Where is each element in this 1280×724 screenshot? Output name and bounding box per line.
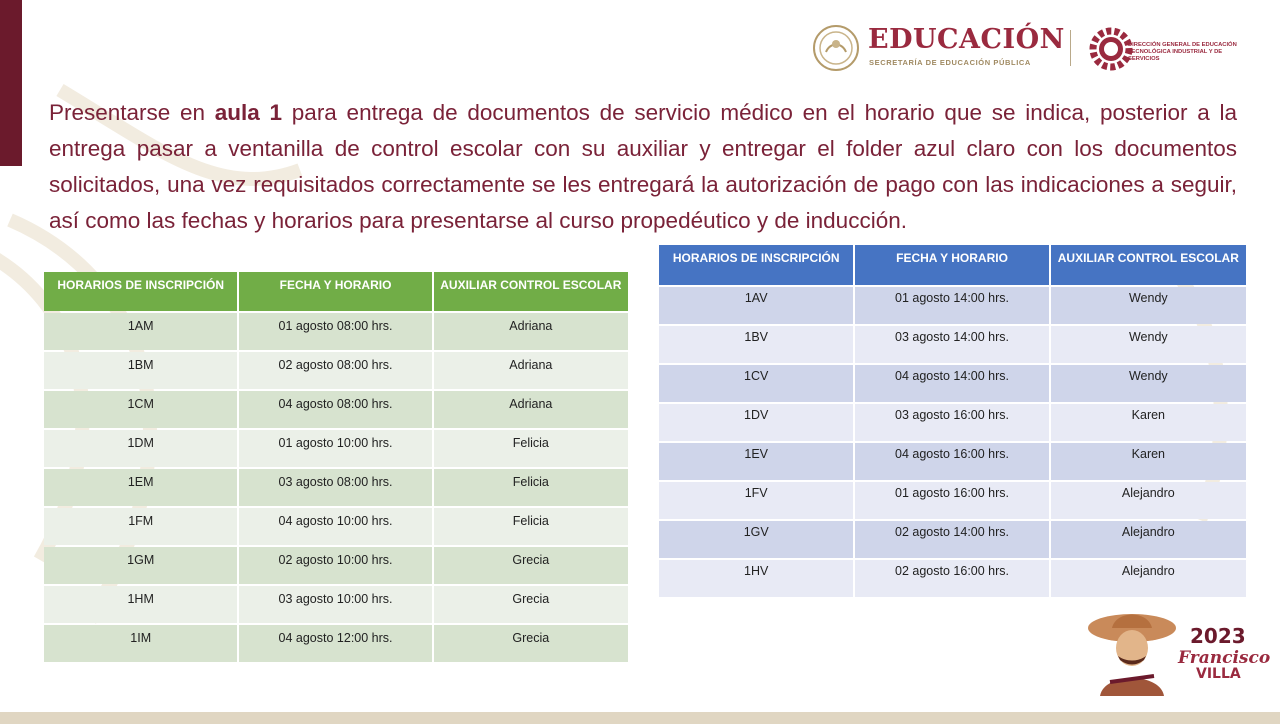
bottom-decor-strip — [0, 712, 1280, 724]
table-row — [44, 391, 628, 428]
table-row — [44, 430, 628, 467]
villa-portrait-icon — [1086, 606, 1178, 696]
datetime-cell: 01 agosto 14:00 hrs. — [855, 287, 1048, 324]
column-header: HORARIOS DE INSCRIPCIÓN — [659, 245, 853, 285]
assistant-cell: Karen — [1051, 404, 1246, 441]
dgeti-text: DIRECCIÓN GENERAL DE EDUCACIÓN TECNOLÓGICA INDUSTRIAL Y DE SERVICIOS — [1128, 42, 1237, 62]
group-cell: 1FV — [659, 482, 853, 519]
group-cell: 1CV — [659, 365, 853, 402]
assistant-cell: Karen — [1051, 443, 1246, 480]
assistant-cell: Grecia — [434, 625, 628, 662]
left-accent-bar — [0, 0, 22, 166]
datetime-cell: 04 agosto 14:00 hrs. — [855, 365, 1048, 402]
table-row — [659, 482, 1246, 519]
table-row — [659, 560, 1246, 597]
intro-after-bold: para entrega de documentos de servicio médico en el horario que se indica, posterior a la entrega pasar a ventanilla de control escolar con su auxiliar y entregar el folder azul claro con los documentos solicitados, una vez requisitados correctamente se les entregará la autorización de pago con las indicaciones a seguir, así como las fechas y horarios para presentarse al curso propedéutico y de inducción. — [49, 100, 1237, 233]
assistant-cell: Felicia — [434, 469, 628, 506]
table-row — [44, 547, 628, 584]
table-row — [659, 521, 1246, 558]
badge-name: Francisco — [1178, 648, 1271, 668]
table-row — [659, 287, 1246, 324]
datetime-cell: 01 agosto 10:00 hrs. — [239, 430, 431, 467]
morning-schedule-table — [42, 270, 630, 664]
intro-bold: aula 1 — [214, 100, 283, 125]
datetime-cell: 04 agosto 08:00 hrs. — [239, 391, 431, 428]
table-header-row — [659, 245, 1246, 285]
table-row — [44, 508, 628, 545]
mexico-seal-icon — [812, 24, 860, 72]
assistant-cell: Adriana — [434, 352, 628, 389]
assistant-cell: Adriana — [434, 313, 628, 350]
group-cell: 1DV — [659, 404, 853, 441]
assistant-cell: Wendy — [1051, 287, 1246, 324]
table-row — [44, 313, 628, 350]
educacion-logo — [812, 22, 1065, 74]
group-cell: 1EV — [659, 443, 853, 480]
group-cell: 1CM — [44, 391, 237, 428]
datetime-cell: 03 agosto 10:00 hrs. — [239, 586, 431, 623]
datetime-cell: 04 agosto 12:00 hrs. — [239, 625, 431, 662]
evening-schedule-table — [657, 243, 1248, 599]
dgeti-logo — [1088, 26, 1248, 74]
assistant-cell: Felicia — [434, 508, 628, 545]
assistant-cell: Adriana — [434, 391, 628, 428]
table-row — [659, 404, 1246, 441]
header-divider — [1070, 30, 1071, 66]
datetime-cell: 01 agosto 08:00 hrs. — [239, 313, 431, 350]
column-header: FECHA Y HORARIO — [855, 245, 1048, 285]
table-row — [659, 443, 1246, 480]
intro-paragraph — [49, 95, 1237, 239]
assistant-cell: Wendy — [1051, 365, 1246, 402]
datetime-cell: 02 agosto 10:00 hrs. — [239, 547, 431, 584]
table-row — [44, 625, 628, 662]
group-cell: 1GV — [659, 521, 853, 558]
group-cell: 1AM — [44, 313, 237, 350]
assistant-cell: Alejandro — [1051, 560, 1246, 597]
assistant-cell: Grecia — [434, 547, 628, 584]
table-row — [659, 326, 1246, 363]
column-header: FECHA Y HORARIO — [239, 272, 431, 311]
assistant-cell: Alejandro — [1051, 521, 1246, 558]
column-header: HORARIOS DE INSCRIPCIÓN — [44, 272, 237, 311]
datetime-cell: 02 agosto 08:00 hrs. — [239, 352, 431, 389]
column-header: AUXILIAR CONTROL ESCOLAR — [1051, 245, 1246, 285]
group-cell: 1IM — [44, 625, 237, 662]
brand-title: EDUCACIÓN — [868, 24, 1065, 55]
group-cell: 1HV — [659, 560, 853, 597]
brand-subtitle: SECRETARÍA DE EDUCACIÓN PÚBLICA — [869, 58, 1031, 67]
table-row — [659, 365, 1246, 402]
assistant-cell: Alejandro — [1051, 482, 1246, 519]
group-cell: 1BV — [659, 326, 853, 363]
table-row — [44, 586, 628, 623]
badge-surname: VILLA — [1196, 666, 1241, 682]
group-cell: 1GM — [44, 547, 237, 584]
datetime-cell: 03 agosto 14:00 hrs. — [855, 326, 1048, 363]
group-cell: 1HM — [44, 586, 237, 623]
table-header-row — [44, 272, 628, 311]
group-cell: 1DM — [44, 430, 237, 467]
datetime-cell: 01 agosto 16:00 hrs. — [855, 482, 1048, 519]
francisco-villa-2023-badge — [1086, 606, 1271, 696]
assistant-cell: Grecia — [434, 586, 628, 623]
group-cell: 1AV — [659, 287, 853, 324]
column-header: AUXILIAR CONTROL ESCOLAR — [434, 272, 628, 311]
table-row — [44, 352, 628, 389]
datetime-cell: 02 agosto 14:00 hrs. — [855, 521, 1048, 558]
datetime-cell: 03 agosto 08:00 hrs. — [239, 469, 431, 506]
assistant-cell: Felicia — [434, 430, 628, 467]
datetime-cell: 04 agosto 16:00 hrs. — [855, 443, 1048, 480]
group-cell: 1BM — [44, 352, 237, 389]
table-row — [44, 469, 628, 506]
group-cell: 1EM — [44, 469, 237, 506]
datetime-cell: 02 agosto 16:00 hrs. — [855, 560, 1048, 597]
datetime-cell: 03 agosto 16:00 hrs. — [855, 404, 1048, 441]
datetime-cell: 04 agosto 10:00 hrs. — [239, 508, 431, 545]
assistant-cell: Wendy — [1051, 326, 1246, 363]
badge-year: 2023 — [1190, 624, 1246, 648]
intro-before-bold: Presentarse en — [49, 100, 215, 125]
group-cell: 1FM — [44, 508, 237, 545]
